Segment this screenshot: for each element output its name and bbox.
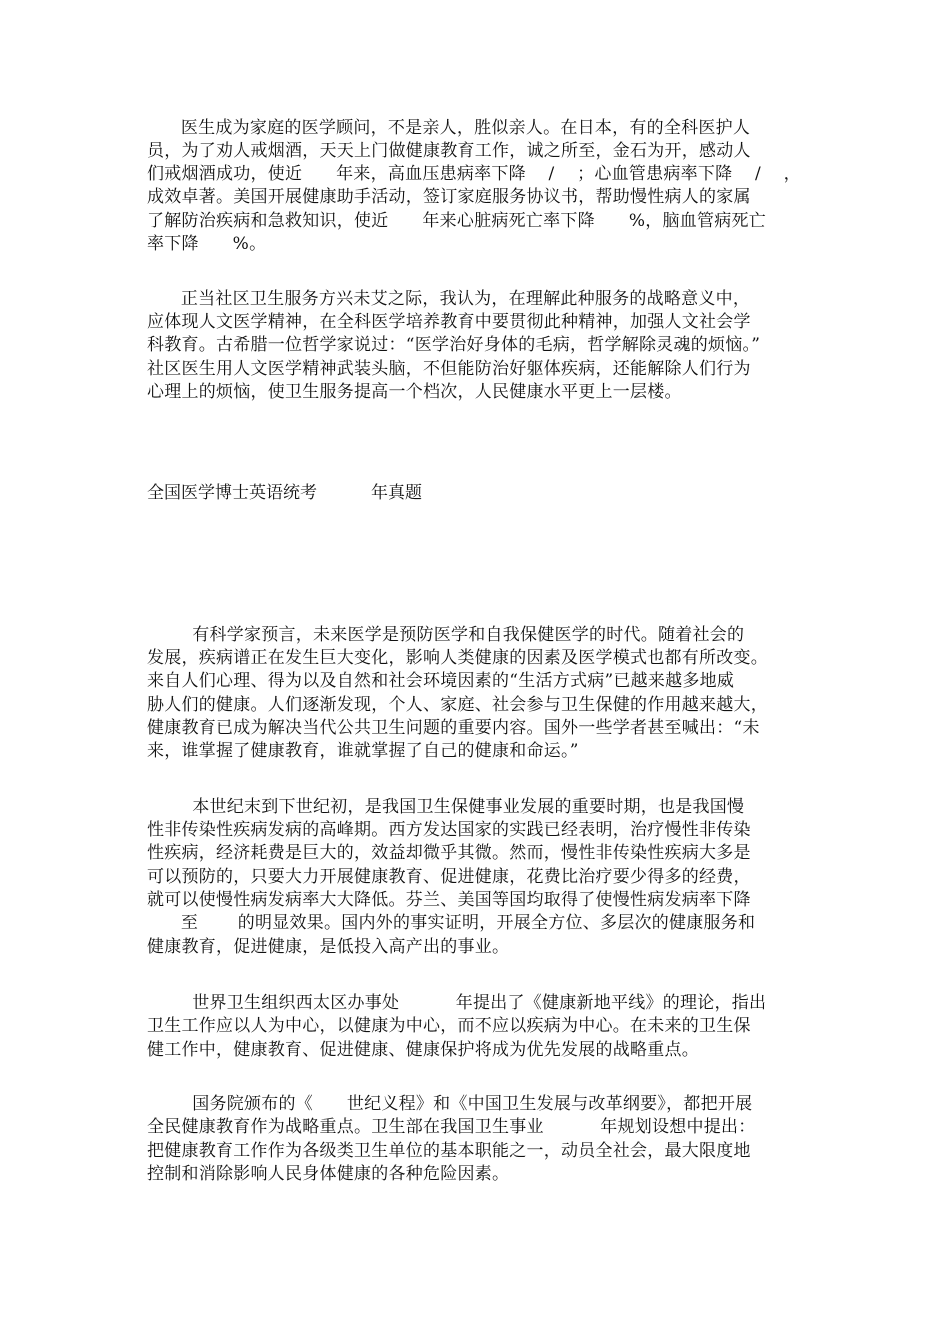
text-line: 发展，疾病谱正在发生巨大变化，影响人类健康的因素及医学模式也都有所改变。 bbox=[147, 648, 768, 668]
text-line: 健工作中，健康教育、促进健康、健康保护将成为优先发展的战略重点。 bbox=[147, 1040, 699, 1060]
text-line: 科教育。古希腊一位哲学家说过：“医学治好身体的毛病，哲学解除灵魂的烦恼。” bbox=[147, 335, 761, 355]
text-line: 至 的明显效果。国内外的事实证明，开展全方位、多层次的健康服务和 bbox=[147, 913, 756, 933]
text-line: 把健康教育工作作为各级类卫生单位的基本职能之一，动员全社会，最大限度地 bbox=[147, 1141, 751, 1161]
text-line: 来自人们心理、得为以及自然和社会环境因素的“生活方式病”已越来越多地威 bbox=[147, 671, 735, 691]
text-line: 员，为了劝人戒烟酒，天天上门做健康教育工作，诚之所至，金石为开，感动人 bbox=[147, 141, 751, 161]
text-line: 可以预防的，只要大力开展健康教育、促进健康，花费比治疗要少得多的经费， bbox=[147, 867, 751, 887]
text-line: 成效卓著。美国开展健康助手活动，签订家庭服务协议书，帮助慢性病人的家属 bbox=[147, 187, 751, 207]
text-line: 本世纪末到下世纪初，是我国卫生保健事业发展的重要时期，也是我国慢 bbox=[147, 797, 745, 817]
text-line: 来，谁掌握了健康教育，谁就掌握了自己的健康和命运。” bbox=[147, 741, 579, 761]
text-line: 应体现人文医学精神，在全科医学培养教育中要贯彻此种精神，加强人文社会学 bbox=[147, 312, 751, 332]
text-line: 全民健康教育作为战略重点。卫生部在我国卫生事业 年规划设想中提出： bbox=[147, 1117, 756, 1137]
text-line: 率下降 %。 bbox=[147, 234, 267, 254]
text-line: 胁人们的健康。人们逐渐发现，个人、家庭、社会参与卫生保健的作用越来越大， bbox=[147, 695, 768, 715]
text-line: 健康教育已成为解决当代公共卫生问题的重要内容。国外一些学者甚至喊出：“未 bbox=[147, 718, 760, 738]
text-line: 正当社区卫生服务方兴未艾之际，我认为，在理解此种服务的战略意义中， bbox=[147, 289, 751, 309]
text-line: 世界卫生组织西太区办事处 年提出了《健康新地平线》的理论，指出 bbox=[147, 993, 767, 1013]
text-line: 心理上的烦恼，使卫生服务提高一个档次，人民健康水平更上一层楼。 bbox=[147, 382, 682, 402]
text-line: 医生成为家庭的医学顾问，不是亲人，胜似亲人。在日本，有的全科医护人 bbox=[147, 118, 751, 138]
text-line: 有科学家预言，未来医学是预防医学和自我保健医学的时代。随着社会的 bbox=[147, 625, 745, 645]
text-line: 国务院颁布的《 世纪义程》和《中国卫生发展与改革纲要》，都把开展 bbox=[147, 1094, 753, 1114]
exam-title: 全国医学博士英语统考 年真题 bbox=[147, 483, 423, 503]
text-line: 就可以使慢性病发病率大大降低。芬兰、美国等国均取得了使慢性病发病率下降 bbox=[147, 890, 751, 910]
text-line: 们戒烟酒成功，使近 年来，高血压患病率下降 / ；心血管患病率下降 / ， bbox=[147, 164, 801, 184]
text-line: 卫生工作应以人为中心，以健康为中心，而不应以疾病为中心。在未来的卫生保 bbox=[147, 1016, 751, 1036]
text-line: 社区医生用人文医学精神武装头脑，不但能防治好躯体疾病，还能解除人们行为 bbox=[147, 359, 751, 379]
text-line: 健康教育，促进健康，是低投入高产出的事业。 bbox=[147, 937, 510, 957]
text-line: 性疾病，经济耗费是巨大的，效益却微乎其微。然而，慢性非传染性疾病大多是 bbox=[147, 843, 751, 863]
text-line: 性非传染性疾病发病的高峰期。西方发达国家的实践已经表明，治疗慢性非传染 bbox=[147, 820, 751, 840]
text-line: 控制和消除影响人民身体健康的各种危险因素。 bbox=[147, 1164, 510, 1184]
text-line: 了解防治疾病和急救知识，使近 年来心脏病死亡率下降 %，脑血管病死亡 bbox=[147, 211, 766, 231]
